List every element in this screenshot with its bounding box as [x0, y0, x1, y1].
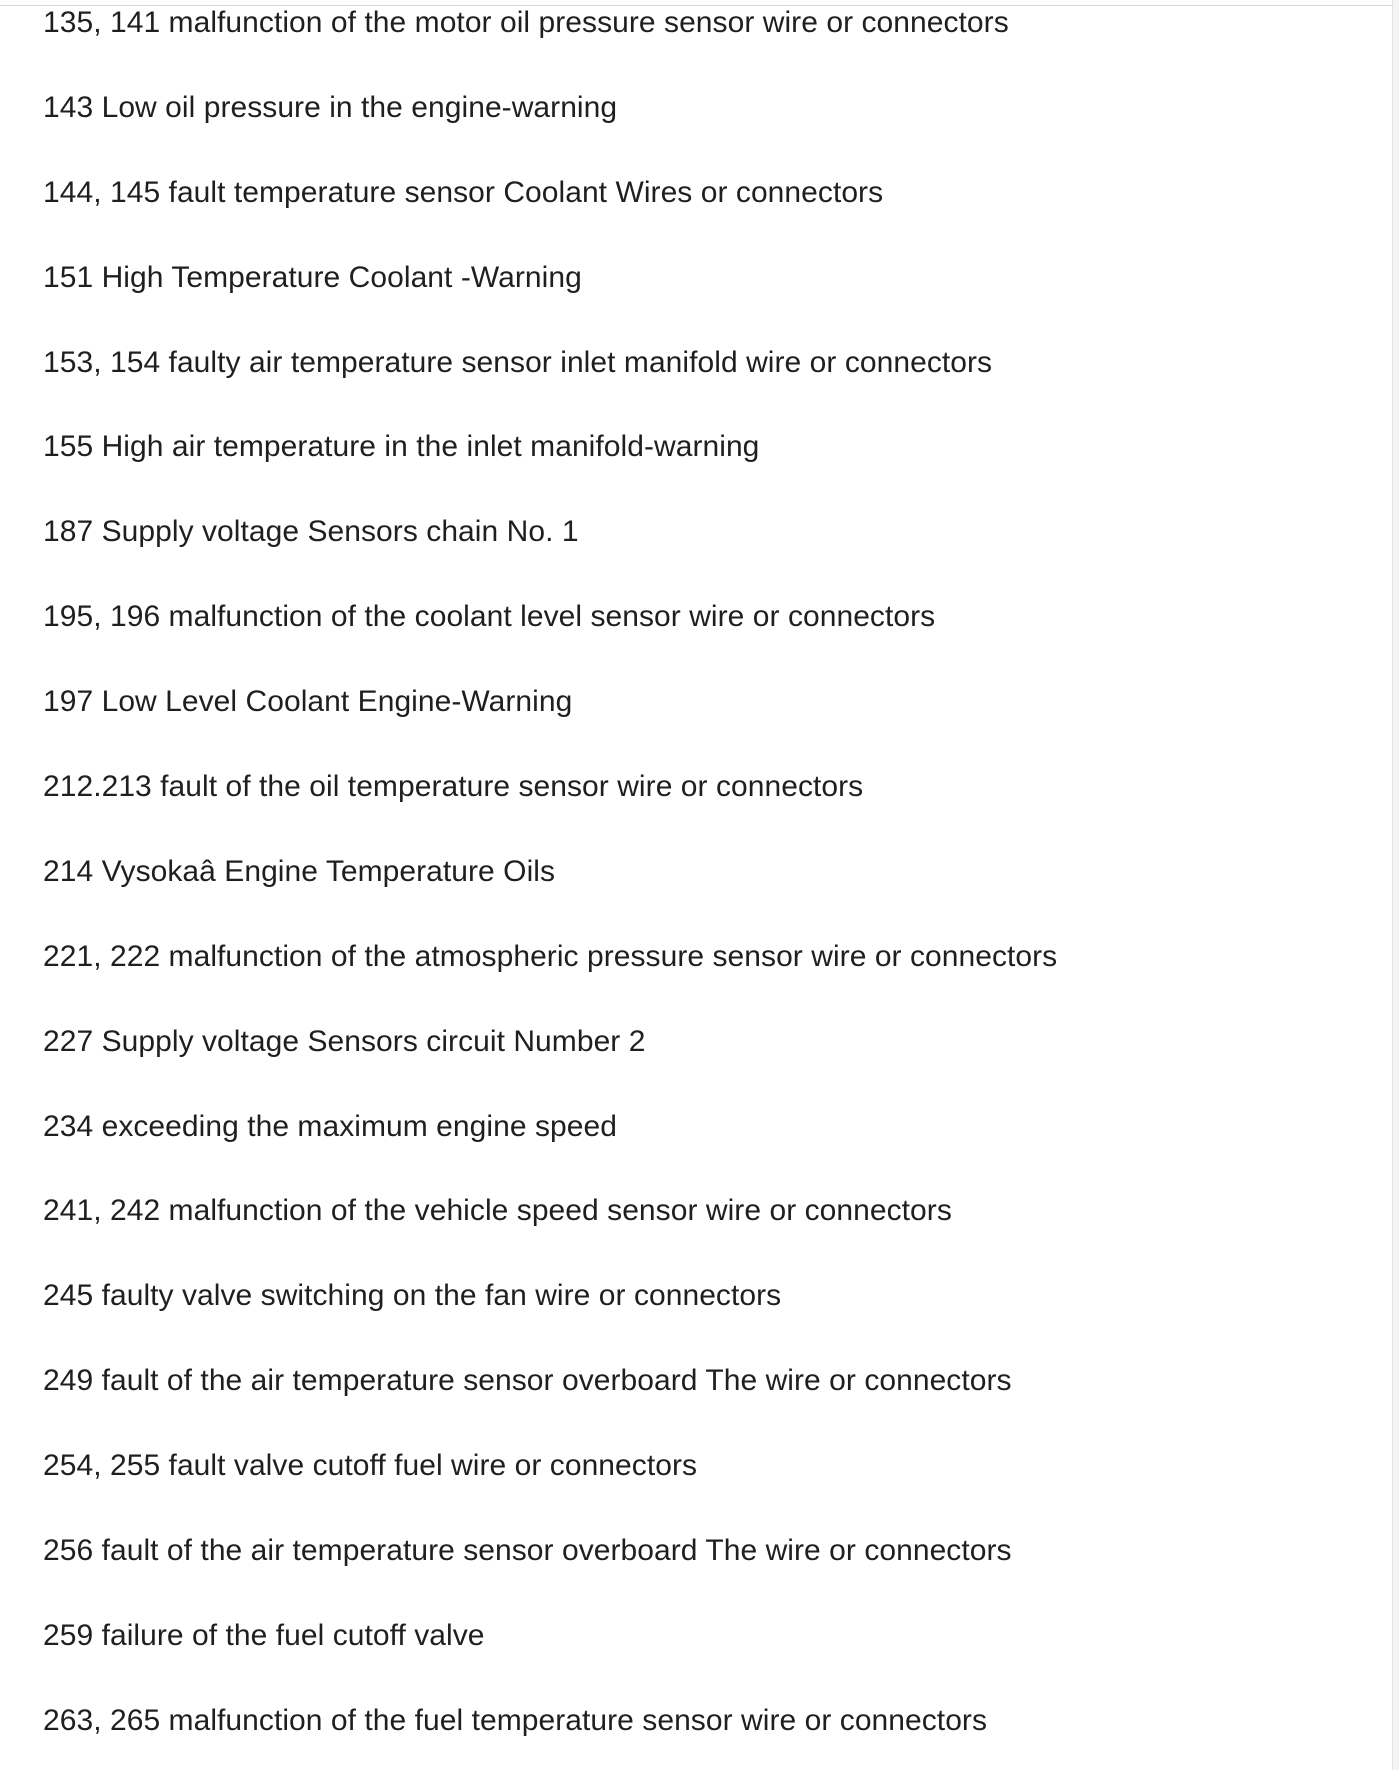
page-edge: [1393, 0, 1399, 1770]
fault-code-item: 245 faulty valve switching on the fan wire or connectors: [43, 1279, 782, 1313]
fault-code-item: 259 failure of the fuel cutoff valve: [43, 1618, 485, 1652]
fault-code-item: 249 fault of the air temperature sensor overboard The wire or connectors: [43, 1364, 1012, 1398]
fault-code-item: 143 Low oil pressure in the engine-warning: [43, 90, 618, 124]
fault-code-item: 254, 255 fault valve cutoff fuel wire or connectors: [43, 1449, 698, 1483]
fault-code-item: 144, 145 fault temperature sensor Coolant Wires or connectors: [43, 175, 884, 209]
fault-code-item: 135, 141 malfunction of the motor oil pressure sensor wire or connectors: [43, 6, 1009, 39]
fault-code-item: 197 Low Level Coolant Engine-Warning: [43, 685, 573, 719]
fault-code-item: 151 High Temperature Coolant -Warning: [43, 260, 582, 294]
fault-code-item: 256 fault of the air temperature sensor overboard The wire or connectors: [43, 1534, 1012, 1568]
fault-code-list: [43, 0, 1057, 1783]
fault-code-item: 155 High air temperature in the inlet manifold-warning: [43, 430, 760, 464]
fault-code-item: 263, 265 malfunction of the fuel temperature sensor wire or connectors: [43, 1703, 988, 1737]
fault-code-item: 187 Supply voltage Sensors chain No. 1: [43, 515, 579, 549]
fault-code-item: 227 Supply voltage Sensors circuit Number 2: [43, 1024, 646, 1058]
fault-code-item: 195, 196 malfunction of the coolant level sensor wire or connectors: [43, 600, 936, 634]
fault-code-item: 221, 222 malfunction of the atmospheric pressure sensor wire or connectors: [43, 939, 1058, 973]
fault-code-item: 234 exceeding the maximum engine speed: [43, 1109, 617, 1143]
fault-code-item: 212.213 fault of the oil temperature sensor wire or connectors: [43, 770, 864, 804]
fault-code-item: 153, 154 faulty air temperature sensor inlet manifold wire or connectors: [43, 345, 993, 379]
fault-code-item: 241, 242 malfunction of the vehicle speed sensor wire or connectors: [43, 1194, 952, 1228]
fault-code-item: 214 Vysokaâ Engine Temperature Oils: [43, 854, 556, 888]
